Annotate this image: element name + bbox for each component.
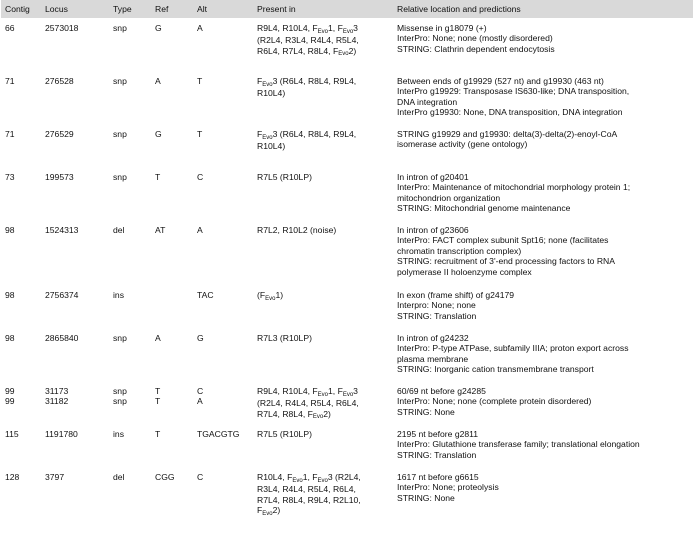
cell-relative-location	[393, 381, 693, 424]
cell-type	[109, 167, 151, 220]
table-body	[1, 18, 693, 523]
cell-alt	[193, 467, 253, 523]
cell-locus	[41, 124, 109, 167]
cell-line: 98	[5, 225, 15, 235]
cell-ref	[151, 424, 193, 467]
cell-relative-location	[393, 424, 693, 467]
cell-locus	[41, 381, 109, 424]
cell-contig	[1, 328, 41, 381]
cell-line: STRING: Clathrin dependent endocytosis	[397, 43, 555, 54]
cell-type	[109, 71, 151, 124]
cell-contig	[1, 424, 41, 467]
cell-line: STRING: recruitment of 3'-end processing factors to RNA	[397, 256, 615, 267]
cell-present-in	[253, 424, 393, 467]
cell-line: 1524313	[45, 225, 79, 235]
cell-line: STRING: Translation	[397, 449, 477, 460]
cell-line: InterPro: Glutathione transferase family; translational elongation	[397, 439, 640, 450]
cell-present-in	[253, 285, 393, 328]
cell-line: $F_{Evo}2$)	[257, 505, 281, 517]
cell-line: R10L4)	[257, 141, 286, 152]
cell-present-in	[253, 467, 393, 523]
cell-line: mitochondrion organization	[397, 192, 501, 203]
cell-relative-location	[393, 71, 693, 124]
cell-alt	[193, 124, 253, 167]
cell-line: del	[113, 472, 125, 482]
cell-line: AT	[155, 225, 166, 235]
cell-ref	[151, 71, 193, 124]
table-row	[1, 18, 693, 71]
cell-line: A	[155, 76, 161, 86]
cell-locus	[41, 467, 109, 523]
cell-line: R10L4)	[257, 88, 286, 99]
header-ref: Ref	[155, 3, 169, 14]
header-locus: Locus	[45, 3, 68, 14]
cell-line: 2865840	[45, 333, 79, 343]
cell-line: 1191780	[45, 429, 78, 439]
cell-line: R9L4, R10L4, $F_{Evo}1$, $F_{Evo}3$	[257, 23, 358, 35]
cell-line: R7L4, R8L4, $F_{Evo}2$)	[257, 408, 331, 421]
cell-type	[109, 18, 151, 71]
cell-type	[109, 381, 151, 424]
cell-contig	[1, 467, 41, 523]
cell-line: 66	[5, 23, 15, 33]
cell-present-in	[253, 220, 393, 285]
cell-line: InterPro: None; proteolysis	[397, 482, 499, 493]
cell-line: 2573018	[45, 23, 79, 33]
cell-alt	[193, 167, 253, 220]
cell-line: 1617 nt before g6615	[397, 472, 479, 482]
cell-line: InterPro: Maintenance of mitochondrial morphology protein 1;	[397, 182, 631, 193]
cell-line: snp	[113, 396, 127, 407]
table-row	[1, 167, 693, 220]
cell-line: R10L4, $F_{Evo}1$, $F_{Evo}3$ (R2L4,	[257, 472, 361, 484]
cell-line: A	[197, 396, 203, 407]
cell-line: STRING: Inorganic cation transmembrane transport	[397, 364, 594, 375]
cell-relative-location	[393, 124, 693, 167]
cell-line: Missense in g18079 (+)	[397, 23, 487, 33]
cell-line: A	[197, 23, 203, 33]
cell-line: TGACGTG	[197, 429, 240, 439]
cell-line: (R2L4, R4L4, R5L4, R6L4,	[257, 398, 359, 409]
cell-ref	[151, 167, 193, 220]
cell-line: snp	[113, 172, 127, 182]
cell-line: del	[113, 225, 125, 235]
cell-line: 276529	[45, 129, 74, 139]
cell-line: In intron of g24232	[397, 333, 469, 343]
cell-ref	[151, 124, 193, 167]
cell-line: R3L4, R4L4, R5L4, R6L4,	[257, 484, 356, 495]
cell-line: InterPro g19929: Transposase IS630-like; DNA transposition,	[397, 86, 630, 97]
cell-relative-location	[393, 467, 693, 523]
cell-alt	[193, 220, 253, 285]
cell-line: InterPro: P-type ATPase, subfamily IIIA; proton export across	[397, 343, 629, 354]
cell-line: InterPro g19930: None, DNA transposition, DNA integration	[397, 107, 623, 118]
table-row	[1, 381, 693, 424]
cell-line: C	[197, 472, 204, 482]
cell-line: InterPro: None; none (mostly disordered)	[397, 33, 553, 44]
cell-line: snp	[113, 333, 127, 343]
cell-locus	[41, 328, 109, 381]
cell-present-in	[253, 124, 393, 167]
cell-locus	[41, 18, 109, 71]
cell-line: R6L4, R7L4, R8L4, $F_{Evo}2$)	[257, 45, 357, 58]
cell-locus	[41, 285, 109, 328]
cell-line: 2195 nt before g2811	[397, 429, 479, 439]
cell-line: TAC	[197, 290, 214, 300]
cell-line: 98	[5, 333, 15, 343]
cell-line: 3797	[45, 472, 65, 482]
cell-line: chromatin transcription complex)	[397, 245, 522, 256]
cell-line: T	[155, 172, 161, 182]
cell-line: STRING: Mitochondrial genome maintenance	[397, 203, 571, 214]
table-row	[1, 71, 693, 124]
cell-line: A	[197, 225, 203, 235]
cell-line: In exon (frame shift) of g24179	[397, 290, 515, 300]
cell-relative-location	[393, 167, 693, 220]
cell-present-in	[253, 328, 393, 381]
cell-type	[109, 328, 151, 381]
cell-line: 2756374	[45, 290, 79, 300]
cell-alt	[193, 424, 253, 467]
cell-line: ins	[113, 429, 124, 439]
table-row	[1, 424, 693, 467]
cell-line: $(F_{Evo}1)$	[257, 290, 284, 302]
cell-line: snp	[113, 129, 127, 139]
table-row	[1, 285, 693, 328]
header-present-in: Present in	[257, 3, 296, 14]
cell-line: R7L4, R8L4, R9L4, R2L10,	[257, 494, 361, 505]
cell-line: ins	[113, 290, 124, 300]
cell-type	[109, 467, 151, 523]
cell-line: 276528	[45, 76, 74, 86]
cell-ref	[151, 18, 193, 71]
cell-alt	[193, 285, 253, 328]
cell-line: isomerase activity (gene ontology)	[397, 139, 528, 150]
cell-line: Between ends of g19929 (527 nt) and g19930 (463 nt)	[397, 76, 604, 86]
cell-line: $F_{Evo}3$ (R6L4, R8L4, R9L4,	[257, 76, 357, 88]
cell-type	[109, 424, 151, 467]
cell-line: C	[197, 386, 204, 396]
cell-line: plasma membrane	[397, 353, 469, 364]
cell-locus	[41, 71, 109, 124]
cell-ref	[151, 381, 193, 424]
cell-line: DNA integration	[397, 96, 458, 107]
variant-table	[1, 0, 693, 523]
cell-line: T	[155, 386, 161, 396]
cell-alt	[193, 18, 253, 71]
cell-relative-location	[393, 285, 693, 328]
cell-locus	[41, 167, 109, 220]
cell-line: 115	[5, 429, 19, 439]
cell-ref	[151, 467, 193, 523]
cell-line: STRING: None	[397, 406, 455, 417]
table-row	[1, 328, 693, 381]
cell-relative-location	[393, 328, 693, 381]
cell-present-in	[253, 167, 393, 220]
cell-type	[109, 124, 151, 167]
cell-type	[109, 285, 151, 328]
header-contig: Contig	[5, 3, 30, 14]
cell-contig	[1, 381, 41, 424]
cell-line: 73	[5, 172, 15, 182]
cell-contig	[1, 167, 41, 220]
cell-line: 99	[5, 396, 15, 407]
cell-contig	[1, 18, 41, 71]
cell-line: 98	[5, 290, 15, 300]
cell-line: CGG	[155, 472, 175, 482]
cell-relative-location	[393, 18, 693, 71]
cell-line: InterPro: FACT complex subunit Spt16; none (facilitates	[397, 235, 609, 246]
cell-present-in	[253, 18, 393, 71]
cell-line: T	[155, 396, 161, 407]
cell-line: STRING: None	[397, 492, 455, 503]
table-row	[1, 124, 693, 167]
cell-locus	[41, 424, 109, 467]
header-alt: Alt	[197, 3, 208, 14]
cell-line: InterPro: None; none (complete protein disordered)	[397, 396, 592, 407]
cell-line: R7L5 (R10LP)	[257, 172, 312, 182]
cell-line: $F_{Evo}3$ (R6L4, R8L4, R9L4,	[257, 129, 357, 141]
cell-line: R7L5 (R10LP)	[257, 429, 312, 439]
cell-line: STRING: Translation	[397, 310, 477, 321]
cell-type	[109, 220, 151, 285]
cell-line: G	[155, 23, 162, 33]
cell-line: In intron of g23606	[397, 225, 469, 235]
cell-line: G	[197, 333, 204, 343]
cell-alt	[193, 381, 253, 424]
cell-line: snp	[113, 76, 127, 86]
cell-line: 71	[5, 76, 15, 86]
cell-contig	[1, 124, 41, 167]
cell-ref	[151, 328, 193, 381]
cell-line: 199573	[45, 172, 74, 182]
cell-locus	[41, 220, 109, 285]
cell-line: R9L4, R10L4, $F_{Evo}1$, $F_{Evo}3$	[257, 386, 358, 398]
cell-ref	[151, 285, 193, 328]
header-type: Type	[113, 3, 132, 14]
cell-line: R7L2, R10L2 (noise)	[257, 225, 337, 235]
cell-line: 60/69 nt before g24285	[397, 386, 486, 396]
cell-line: Interpro: None; none	[397, 300, 476, 311]
cell-contig	[1, 220, 41, 285]
cell-line: 71	[5, 129, 15, 139]
cell-line: R7L3 (R10LP)	[257, 333, 312, 343]
cell-line: polymerase II holoenzyme complex	[397, 266, 532, 277]
cell-line: snp	[113, 23, 127, 33]
cell-contig	[1, 71, 41, 124]
header-relative-location: Relative location and predictions	[397, 3, 521, 14]
cell-line: 31173	[45, 386, 69, 396]
cell-line: (R2L4, R3L4, R4L4, R5L4,	[257, 35, 359, 46]
cell-line: A	[155, 333, 161, 343]
cell-alt	[193, 71, 253, 124]
cell-present-in	[253, 381, 393, 424]
cell-line: snp	[113, 386, 127, 396]
cell-line: In intron of g20401	[397, 172, 469, 182]
table-row	[1, 220, 693, 285]
cell-line: 99	[5, 386, 15, 396]
cell-line: T	[197, 129, 203, 139]
cell-relative-location	[393, 220, 693, 285]
cell-line: G	[155, 129, 162, 139]
cell-line: T	[155, 429, 161, 439]
table-header-row	[1, 0, 693, 18]
cell-ref	[151, 220, 193, 285]
cell-line	[155, 290, 189, 300]
cell-line: 128	[5, 472, 20, 482]
cell-line: 31182	[45, 396, 69, 407]
cell-alt	[193, 328, 253, 381]
cell-present-in	[253, 71, 393, 124]
cell-line: T	[197, 76, 203, 86]
cell-line: STRING g19929 and g19930: delta(3)-delta(2)-enoyl-CoA	[397, 129, 618, 139]
cell-contig	[1, 285, 41, 328]
table-row	[1, 467, 693, 523]
cell-line: C	[197, 172, 204, 182]
